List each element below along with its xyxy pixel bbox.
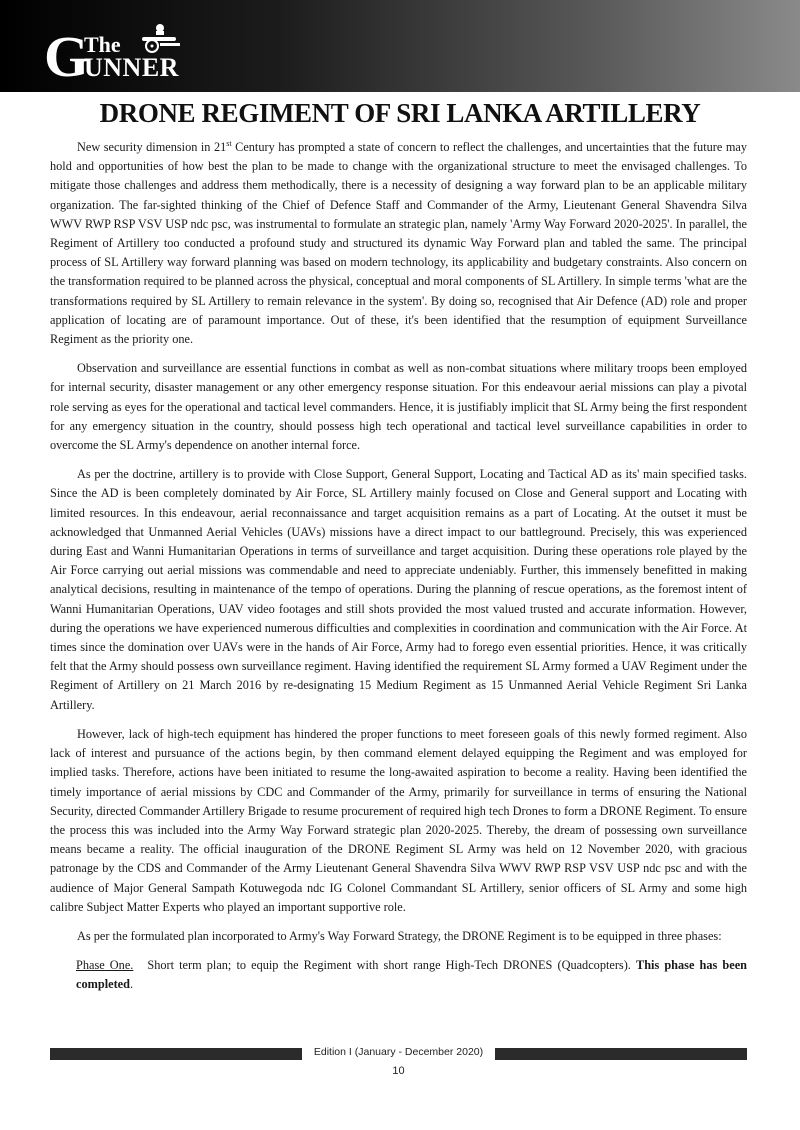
paragraph-4: However, lack of high-tech equipment has hindered the proper functions to meet foreseen goals of this newly formed regiment. Also lack of interest and pursuance of the actions begin, by then command element delayed equipping the Regiment and was employed for implied tasks. Therefore, actions have been initiated to resume the long-awaited aspiration to become a reality. Having been identified the timely importance of aerial missions by CDC and Commander of the Army, primarily for surveillance in terms of ensuring the National Security, directed Commander Artillery Brigade to resume procurement of required high tech Drones to form a DRONE Regiment. To ensure the process this was included into the Army Way Forward strategic plan 2020-2025. Thereby, the dream of possessing own surveillance means became a reality. The official inauguration of the DRONE Regiment SL Army was held on 12 November 2020, with gracious patronage by the CDS and Commander of the Army Lieutenant General Shavendra Silva WWV RWP RSP VSV USP ndc psc and with the audience of Major General Sampath Kotuwegoda ndc IG Colonel Commandant SL Artillery, senior officers of SL Army and some high calibre Subject Matter Experts who played an important supportive role. bbox=[50, 726, 747, 914]
paragraph-5: As per the formulated plan incorporated to Army's Way Forward Strategy, the DRONE Regiment is to be equipped in three phases: bbox=[77, 928, 722, 943]
footer-edition: Edition I (January - December 2020) bbox=[313, 1046, 484, 1058]
cannon-crest-icon bbox=[136, 22, 184, 54]
phase-one-text: Short term plan; to equip the Regiment with short range High-Tech DRONES (Quadcopters). bbox=[147, 958, 636, 973]
phase-one-label: Phase One. bbox=[76, 958, 134, 973]
logo-unner: UNNER bbox=[84, 53, 179, 82]
footer-bar-left bbox=[50, 1048, 302, 1060]
the-gunner-logo bbox=[44, 22, 194, 89]
paragraph-2: Observation and surveillance are essential functions in combat as well as non-combat situations where military troops been employed for internal security, disaster management or any other emergency response situation. For this endeavour aerial missions can play a pivotal role serving as eyes for the operational and tactical level commanders. Hence, it is justifiably implicit that SL Army being the first respondent for any emergency situation in the country, should possess high tech operational and tactical level surveillance capabilities in order to overcome the SL Army's dependence on another internal force. bbox=[50, 361, 747, 453]
logo-letter-g: G bbox=[44, 24, 90, 89]
article-title: DRONE REGIMENT OF SRI LANKA ARTILLERY bbox=[99, 98, 701, 128]
logo-the: The bbox=[84, 32, 121, 57]
footer-bar-right bbox=[495, 1048, 747, 1060]
paragraph-1: New security dimension in 21st Century has prompted a state of concern to reflect the challenges, and uncertainties that the future may hold and opportunities of how best the plan to be made to change with the organizational structure to meet the envisaged challenges. To mitigate those challenges and address them methodically, there is a necessity of designing a way forward plan to be an applicable military organization. The far-sighted thinking of the Chief of Defence Staff and Commander of the Army, Lieutenant General Shavendra Silva WWV RWP RSP VSV USP ndc psc, was instrumental to formulate an strategic plan, namely 'Army Way Forward 2020-2025'. In parallel, the Regiment of Artillery too conducted a profound study and structured its dynamic Way Forward plan and tabled the same. The principal process of SL Artillery way forward planning was based on modern technology, its applicability and budgetary constraints. Also concern on the transformation required to be planned across the physical, conceptual and moral components of SL Artillery. In simple terms 'what are the transformations required by SL Artillery to remain relevance in the system'. By doing so, recognised that Air Defence (AD) role and proper application of locating are of paramount importance. Out of these, it's been identified that the resumption of equipment Surveillance Regiment as the priority one. bbox=[50, 138, 747, 347]
paragraph-3: As per the doctrine, artillery is to provide with Close Support, General Support, Locating and Tactical AD as its' main specified tasks. Since the AD is been completely dominated by Air Force, SL Artillery mainly focused on Close and General support and Locating with limited resources. In this endeavour, aerial reconnaissance and target acquisition remains as a part of Locating. At the outset it must be acknowledged that Unmanned Aerial Vehicles (UAVs) missions have a direct impact to our battleground. Precisely, this was experienced during East and Wanni Humanitarian Operations in terms of surveillance and target acquisition. During these operations role played by the Air Force carrying out aerial missions was commendable and need to appreciate undeniably. Further, this immensely benefitted in making analytical decisions, resulting in maintenance of the tempo of operations. During the planning of rescue operations, as the foremost intent of Wanni Humanitarian Operations, UAV video footages and still shots provided the most valued trusted and accurate information. However, during the operations we have experienced numerous difficulties and complexities in coordination and communication with the Air Force. At times since the domination over UAVs were in the hands of Air Force, Army had to forego even essential priorities. Hence, it was critically felt that the Army should possess own surveillance regiment. Having identified the requirement SL Army formed a UAV Regiment under the Regiment of Artillery on 21 March 2016 by re-designating 15 Medium Regiment as 15 Unmanned Aerial Vehicle Regiment Sri Lanka Artillery. bbox=[50, 467, 747, 712]
article-body bbox=[50, 138, 747, 995]
page-number: 10 bbox=[392, 1065, 405, 1077]
phase-one-status: This phase has been completed bbox=[76, 958, 747, 992]
phase-one-item: Phase One. Short term plan; to equip the Regiment with short range High-Tech DRONES (Quadcopters). This phase has been completed. bbox=[76, 958, 747, 992]
